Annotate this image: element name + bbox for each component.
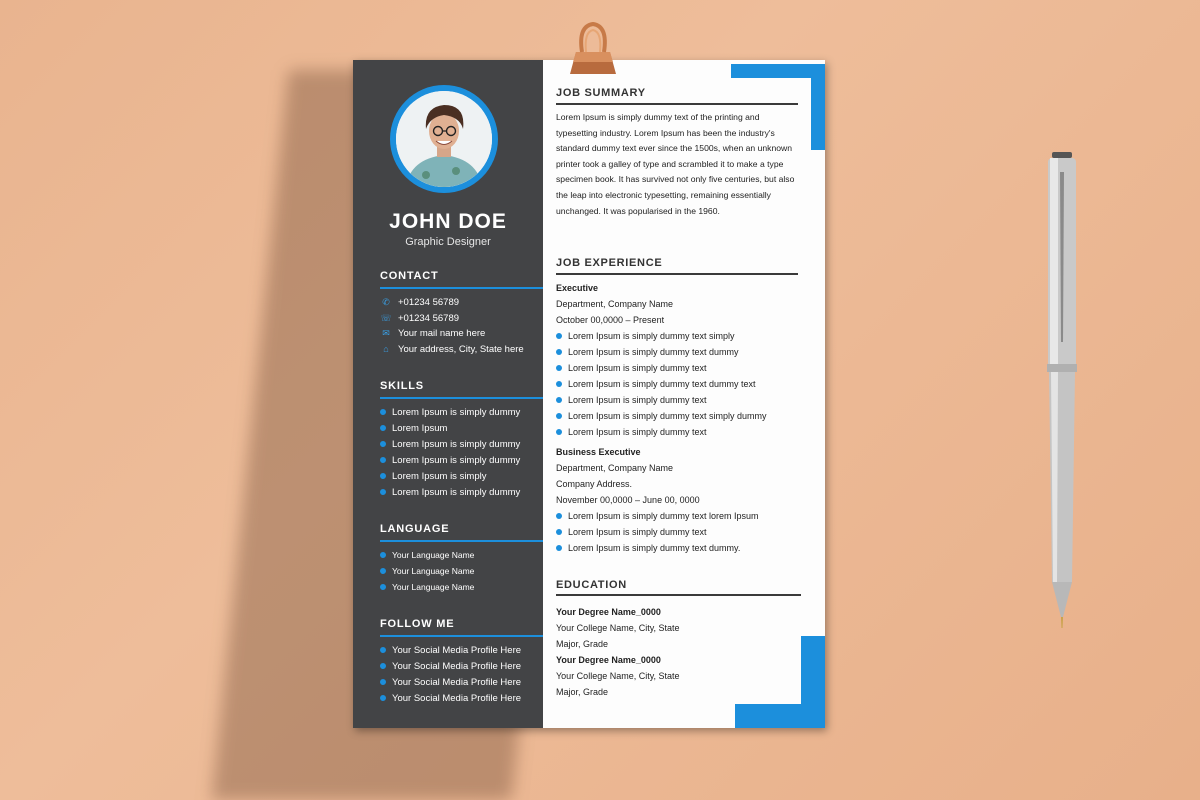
job-title: Executive [556,283,599,293]
language-item: Your Language Name [380,579,474,595]
skill-item: Lorem Ipsum is simply dummy [380,436,520,452]
phone-icon: ✆ [382,297,390,308]
home-icon: ⌂ [383,344,389,355]
job-bullet: Lorem Ipsum is simply dummy text [556,424,767,440]
job-bullets [556,508,759,556]
job-company: Department, Company Name [556,299,674,309]
experience-divider [556,273,798,275]
summary-text: Lorem Ipsum is simply dummy text of the printing and typesetting industry. Lorem Ipsum has been the industry's standard dummy text ever since the 1500s, when an unknown printer took a galley of type and scrambled it to make a type specimen book. It has survived not only five centuries, but also the leap into electronic typesetting, remaining essentially unchanged. It was popularised in the 1960. [556,112,795,216]
profile-photo [396,91,492,187]
job-bullet: Lorem Ipsum is simply dummy text [556,524,759,540]
job-bullet: Lorem Ipsum is simply dummy text simply dummy [556,408,767,424]
skill-item: Lorem Ipsum is simply dummy [380,404,520,420]
college-name: Your College Name, City, State [556,623,680,633]
contact-phone: ✆ +01234 56789 [380,295,524,311]
contact-address: ⌂ Your address, City, State here [380,342,524,358]
skill-item: Lorem Ipsum is simply dummy [380,484,520,500]
language-heading: LANGUAGE [380,523,450,535]
summary-heading: JOB SUMMARY [556,87,646,99]
whatsapp-icon: ☏ [380,312,392,323]
job-bullet: Lorem Ipsum is simply dummy text [556,392,767,408]
job-dates: October 00,0000 – Present [556,315,665,325]
corner-accent [811,64,825,150]
job-bullet: Lorem Ipsum is simply dummy text dummy text [556,376,767,392]
experience-heading: JOB EXPERIENCE [556,257,663,269]
job-bullet: Lorem Ipsum is simply dummy text dummy. [556,540,759,556]
job-bullets [556,328,767,440]
language-item: Your Language Name [380,547,474,563]
job-bullet: Lorem Ipsum is simply dummy text [556,360,767,376]
language-item: Your Language Name [380,563,474,579]
skill-item: Lorem Ipsum [380,420,520,436]
degree-grade: Major, Grade [556,639,609,649]
degree-name: Your Degree Name_0000 [556,655,661,665]
job-address: Company Address. [556,479,633,489]
social-item: Your Social Media Profile Here [380,642,521,658]
profile-photo-frame [390,85,498,193]
job-bullet: Lorem Ipsum is simply dummy text simply [556,328,767,344]
job-dates: November 00,0000 – June 00, 0000 [556,495,700,505]
social-item: Your Social Media Profile Here [380,674,521,690]
skill-item: Lorem Ipsum is simply [380,468,520,484]
resume-page [353,60,825,728]
resume-sidebar [353,60,543,728]
person-avatar-icon [396,91,492,187]
college-name: Your College Name, City, State [556,671,680,681]
social-item: Your Social Media Profile Here [380,690,521,706]
contact-heading: CONTACT [380,270,439,282]
skill-item: Lorem Ipsum is simply dummy [380,452,520,468]
mail-icon: ✉ [382,328,390,339]
skills-divider [380,397,543,399]
job-title: Business Executive [556,447,641,457]
person-name: JOHN DOE [389,210,507,233]
summary-divider [556,103,798,105]
contact-email: ✉ Your mail name here [380,326,524,342]
social-list [380,642,521,706]
job-bullet: Lorem Ipsum is simply dummy text lorem Ipsum [556,508,759,524]
binder-clip-icon [560,18,626,78]
skills-heading: SKILLS [380,380,424,392]
contact-divider [380,287,543,289]
corner-accent [735,704,825,728]
education-divider [556,594,801,596]
contact-list [380,295,524,357]
social-item: Your Social Media Profile Here [380,658,521,674]
language-list [380,547,474,595]
degree-grade: Major, Grade [556,687,609,697]
person-title: Graphic Designer [405,236,491,248]
pen-icon [1038,152,1078,632]
degree-name: Your Degree Name_0000 [556,607,661,617]
language-divider [380,540,543,542]
education-heading: EDUCATION [556,579,627,591]
contact-whatsapp: ☏ +01234 56789 [380,312,460,324]
skills-list [380,404,520,500]
job-bullet: Lorem Ipsum is simply dummy text dummy [556,344,767,360]
follow-heading: FOLLOW ME [380,618,455,630]
follow-divider [380,635,543,637]
job-company: Department, Company Name [556,463,674,473]
